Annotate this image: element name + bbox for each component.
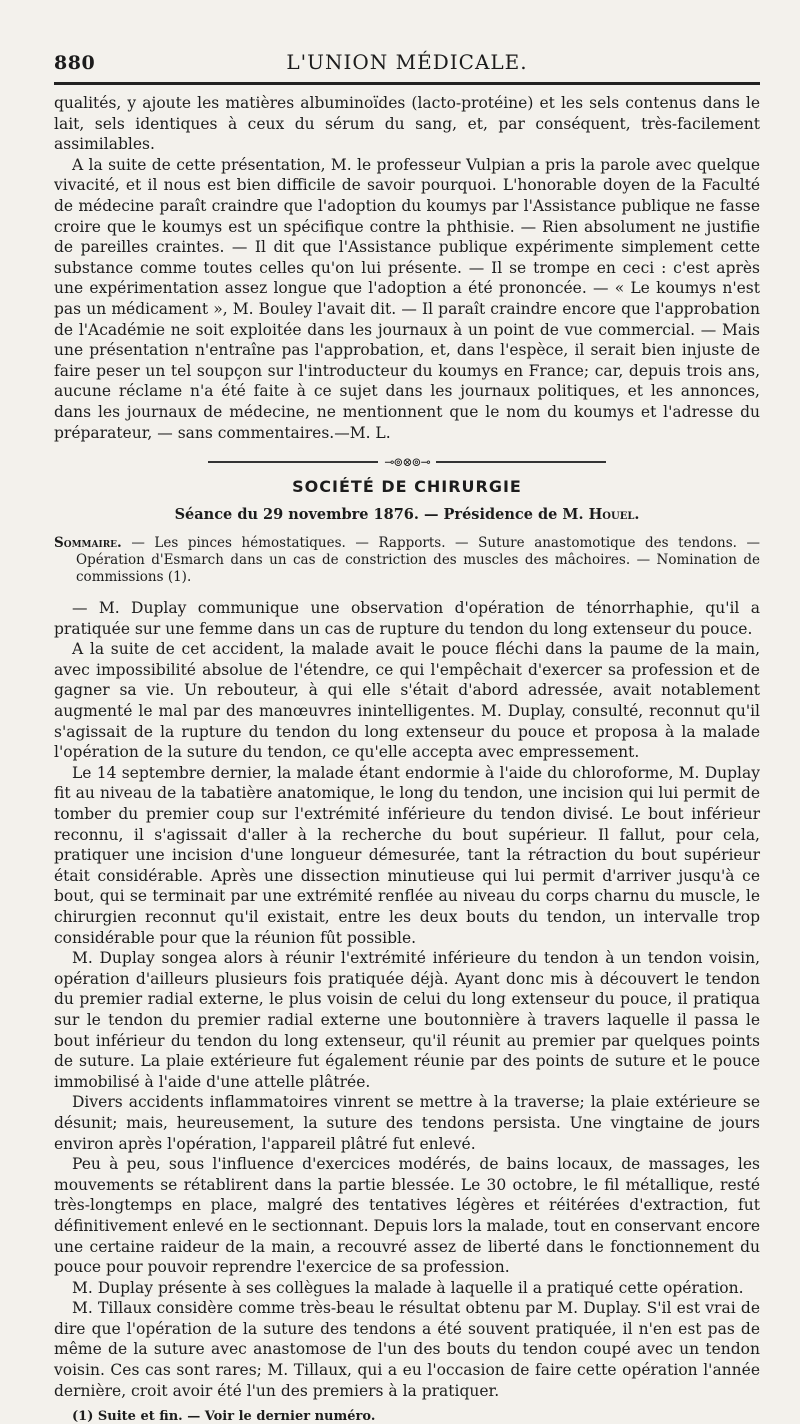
body-paragraph-4: M. Duplay songea alors à réunir l'extrémité inférieure du tendon à un tendon voisin, opération d'ailleurs plusieurs fois pratiquée déjà. Ayant donc mis à découvert le tendon du premier radial externe, le plus voisin de celui du long extenseur du pouce, il pratiqua sur le tendon du premier radial externe une boutonnière à travers laquelle il passa le bout inférieur du tendon du long extenseur, qu'il réunit au premier par quelques points de suture. La plaie extérieure fut également réunie par des points de suture et le pouce immobilisé à l'aide d'une attelle plâtrée. (54, 949, 760, 1091)
intro-paragraph-2: A la suite de cette présentation, M. le professeur Vulpian a pris la parole avec quelque vivacité, et il nous est bien difficile de savoir pourquoi. L'honorable doyen de la Faculté de médecine paraît craindre que l'adoption du koumys par l'Assistance publique ne fasse croire que le koumys est un spécifique contre la phthisie. — Rien absolument ne justifie de pareilles craintes. — Il dit que l'Assistance publique expérimente simplement cette substance comme toutes celles qu'on lui présente. — Il se trompe en ceci : c'est après une expérimentation assez longue que l'adoption a été prononcée. — « Le koumys n'est pas un médicament », M. Bouley l'avait dit. — Il paraît craindre encore que l'approbation de l'Académie ne soit exploitée dans les journaux à un point de vue commercial. — Mais une présentation n'entraîne pas l'approbation, et, dans l'espèce, il serait bien injuste de faire peser un tel soupçon sur l'introducteur du koumys en France; car, depuis trois ans, aucune réclame n'a été faite à ce sujet dans les journaux politiques, et les annonces, dans les journaux de médecine, ne mentionnent que le nom du koumys et l'adresse du préparateur, — sans commentaires.—M. L. (54, 155, 760, 442)
session-line (54, 506, 760, 523)
footnote: (1) Suite et fin. — Voir le dernier numéro. (72, 1409, 376, 1424)
header-rule (54, 82, 760, 85)
session-president: Houel. (588, 506, 640, 524)
divider-line-left (208, 461, 378, 463)
divider-ornament-icon: ⊸⊚⊗⊚⊸ (384, 455, 430, 470)
summary-body (54, 535, 760, 586)
body-paragraph-2: A la suite de cet accident, la malade avait le pouce fléchi dans la paume de la main, avec impossibilité absolue de l'étendre, ce qui l'empêchait d'exercer sa profession et de gagner sa vie. Un rebouteur, à qui elle s'était d'abord adressée, avait notablement augmenté le mal par des manœuvres inintelligentes. M. Duplay, consulté, reconnut qu'il s'agissait de la rupture du tendon du long extenseur du pouce et proposa à la malade l'opération de la suture du tendon, ce qu'elle accepta avec empressement. (54, 640, 760, 762)
divider-line-right (436, 461, 606, 463)
body-paragraph-3: Le 14 septembre dernier, la malade étant endormie à l'aide du chloroforme, M. Duplay fit au niveau de la tabatière anatomique, le long du tendon, une incision qui lui permit de tomber du premier coup sur l'extrémité inférieure du tendon divisé. Le bout inférieur reconnu, il s'agissait d'aller à la recherche du bout supérieur. Il fallut, pour cela, pratiquer une incision d'une longueur démesurée, tant la rétraction du bout supérieur était considérable. Après une dissection minutieuse qui lui permit d'arriver jusqu'à ce bout, qui se terminait par une extrémité renflée au niveau du corps charnu du muscle, le chirurgien reconnut qu'il existait, entre les deux bouts du tendon, un intervalle trop considérable pour que la réunion fût possible. (54, 763, 760, 947)
summary-text: — Les pinces hémostatiques. — Rapports. — Suture anastomotique des tendons. — Opération d'Esmarch dans un cas de constriction des muscles des mâchoires. — Nomination de commissions (1). (76, 535, 760, 586)
body-paragraph-8: M. Tillaux considère comme très-beau le résultat obtenu par M. Duplay. S'il est vrai de dire que l'opération de la suture des tendons a été souvent pratiquée, il n'en est pas de même de la suture avec anastomose de l'un des bouts du tendon coupé avec un tendon voisin. Ces cas sont rares; M. Tillaux, qui a eu l'occasion de faire cette opération l'année dernière, croit avoir été l'un des premiers à la pratiquer. (54, 1299, 760, 1400)
running-head (54, 44, 760, 78)
section-divider (54, 455, 760, 470)
session-date: Séance du 29 novembre 1876. — Présidence de M. (174, 506, 584, 524)
intro-paragraph-1: qualités, y ajoute les matières albuminoïdes (lacto-protéine) et les sels contenus dans le lait, sels identiques à ceux du sérum du sang, et, par conséquent, très-facilement assimilables. (54, 94, 760, 154)
journal-title: L'UNION MÉDICALE. (286, 50, 528, 74)
section-title: SOCIÉTÉ DE CHIRURGIE (292, 477, 522, 497)
page-number: 880 (54, 52, 96, 74)
body-paragraph-5: Divers accidents inflammatoires vinrent se mettre à la traverse; la plaie extérieure se désunit; mais, heureusement, la suture des tendons persista. Une vingtaine de jours environ après l'opération, l'appareil plâtré fut enlevé. (54, 1093, 760, 1153)
body-paragraph-7: M. Duplay présente à ses collègues la malade à laquelle il a pratiqué cette opération. (72, 1278, 744, 1297)
summary (54, 535, 760, 586)
body-paragraph-6: Peu à peu, sous l'influence d'exercices modérés, de bains locaux, de massages, les mouvements se rétablirent dans la partie blessée. Le 30 octobre, le fil métallique, resté très-longtemps en place, malgré des tentatives légères et réitérées d'extraction, fut définitivement enlevé en le sectionnant. Depuis lors la malade, tout en conservant encore une certaine raideur de la main, a recouvré assez de liberté dans le fonctionnement du pouce pour pouvoir reprendre l'exercice de sa profession. (54, 1155, 760, 1277)
summary-label: Sommaire. (54, 535, 122, 552)
body-paragraph-1: — M. Duplay communique une observation d'opération de ténorrhaphie, qu'il a pratiquée sur une femme dans un cas de rupture du tendon du long extenseur du pouce. (54, 599, 760, 638)
